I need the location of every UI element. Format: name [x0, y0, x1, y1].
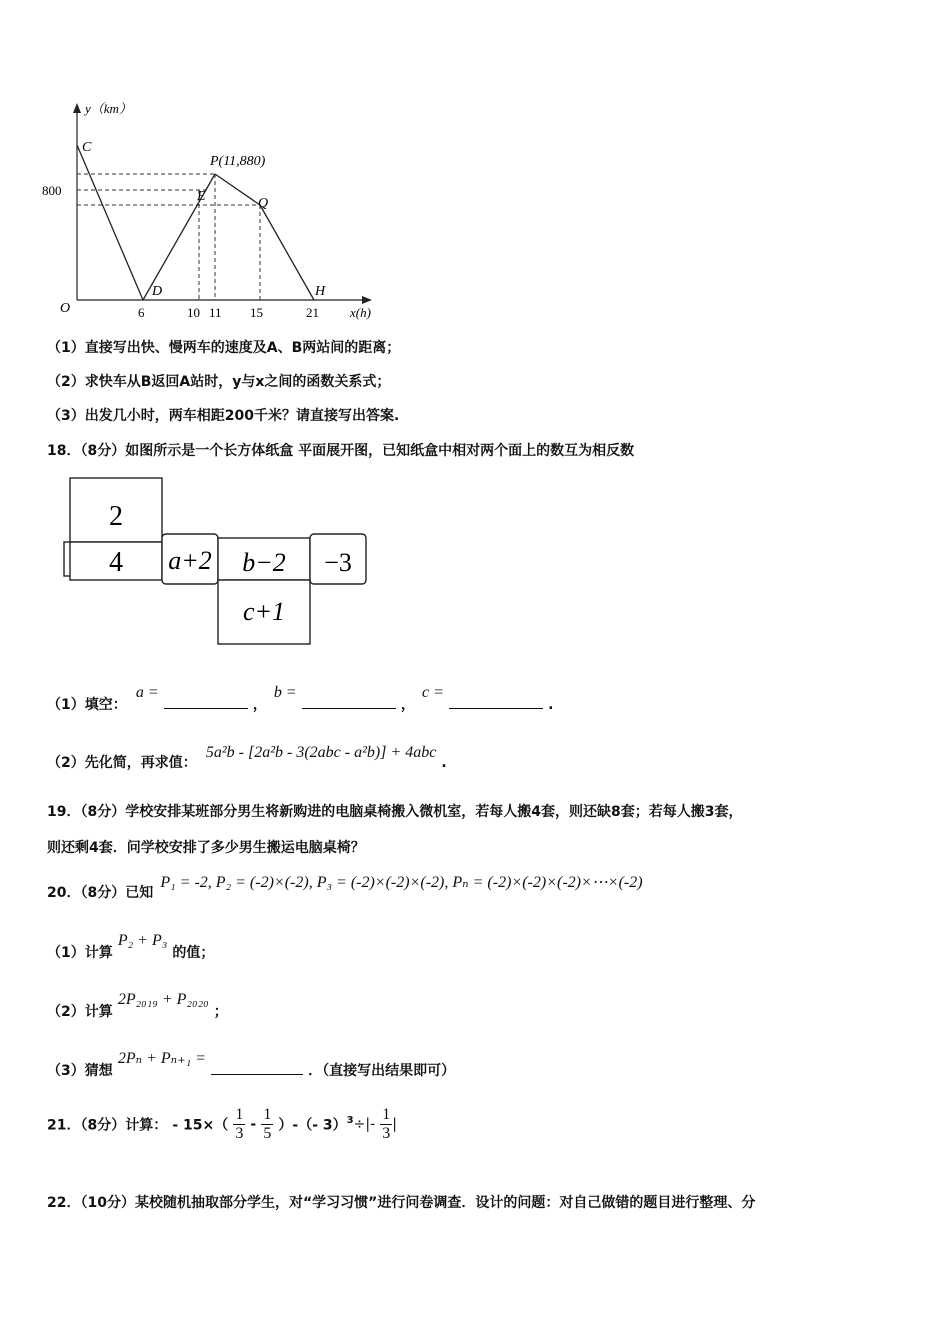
q17-sub1: （1）直接写出快、慢两车的速度及A、B两站间的距离；	[47, 340, 401, 356]
q20-sub1-label: （1）计算	[47, 945, 113, 961]
q21-part4: |	[392, 1116, 397, 1133]
net-label-bottom: c+1	[242, 597, 286, 626]
q20-sub2-expr: 2P₂₀₁₉ + P₂₀₂₀	[117, 991, 209, 1008]
x-tick-11: 11	[209, 305, 222, 320]
q18-expression: 5a²b - [2a²b - 3(2abc - a²b)] + 4abc	[205, 744, 437, 761]
frac2-numerator: 1	[263, 1106, 272, 1123]
q20-sub3-row	[47, 1048, 456, 1079]
y-axis-arrow	[73, 103, 81, 113]
point-d-label: D	[152, 284, 163, 299]
q20-sub3-expr: 2Pₙ + Pₙ₊₁ =	[117, 1050, 206, 1067]
segment-pq	[215, 174, 260, 205]
frac1-denominator: 3	[235, 1125, 244, 1142]
point-c-label: C	[82, 140, 92, 155]
segment-qh	[260, 205, 314, 300]
q20-sub2-tail: ；	[213, 1004, 228, 1020]
q20-sub1-tail: 的值；	[172, 945, 215, 961]
c-answer-blank[interactable]	[449, 694, 543, 709]
origin-label: O	[60, 301, 71, 316]
fraction-1-3-a	[233, 1106, 245, 1143]
q17-sub2: （2）求快车从B返回A站时，y与x之间的函数关系式；	[47, 374, 391, 390]
net-label-left: 4	[109, 547, 123, 578]
comma-2: ，	[400, 697, 415, 713]
y-axis-label: y（km）	[85, 101, 132, 116]
q21-stem: 21．（8分）计算：	[47, 1117, 168, 1134]
q20-sub1-expr: P₂ + P₃	[117, 932, 168, 949]
q20-sub3-label: （3）猜想	[47, 1063, 113, 1079]
net-label-mid1: a+2	[168, 546, 212, 575]
box-net-figure	[58, 470, 378, 650]
q20-sub2-row	[47, 989, 228, 1020]
q20-sub1-row	[47, 930, 215, 961]
comma-1: ，	[252, 697, 267, 713]
a-answer-blank[interactable]	[164, 694, 248, 709]
q21-part3: ÷|-	[353, 1116, 376, 1133]
q20-stem: 20．（8分）已知	[47, 885, 154, 901]
distance-time-graph	[30, 95, 390, 330]
point-h-label: H	[315, 284, 326, 299]
net-label-mid2: b−2	[242, 548, 286, 577]
q21-exponent: 3	[346, 1115, 354, 1126]
frac1-numerator: 1	[235, 1106, 244, 1123]
x-tick-15: 15	[250, 305, 263, 320]
q20-stem-row	[47, 872, 643, 901]
q18-sub1-label: （1）填空：	[47, 697, 127, 713]
q21-part2: ）-（- 3）	[278, 1117, 347, 1134]
q21-minus: -	[250, 1116, 257, 1133]
fraction-1-5	[261, 1106, 273, 1143]
x-axis-arrow	[362, 296, 372, 304]
net-label-top: 2	[109, 501, 123, 532]
fraction-1-3-b	[380, 1106, 392, 1143]
q20-sub2-label: （2）计算	[47, 1004, 113, 1020]
x-axis-label: x(h)	[350, 305, 371, 320]
q20-sub3-blank[interactable]	[211, 1060, 303, 1075]
q18-sub2-row	[47, 742, 447, 771]
x-tick-10: 10	[187, 305, 200, 320]
x-tick-21: 21	[306, 305, 319, 320]
a-label: a =	[135, 684, 159, 701]
x-tick-6: 6	[138, 305, 145, 320]
period-2: .	[441, 755, 447, 771]
period-1: .	[548, 697, 554, 713]
q17-sub3: （3）出发几小时，两车相距200千米？请直接写出答案.	[47, 408, 400, 424]
q19-line1: 19．（8分）学校安排某班部分男生将新购进的电脑桌椅搬入微机室，若每人搬4套，则还缺8套；若每人搬3套，	[47, 804, 743, 820]
q18-sub1-row	[47, 682, 554, 713]
point-e-label: E	[197, 189, 206, 204]
net-label-right: −3	[324, 548, 352, 577]
frac3-numerator: 1	[382, 1106, 391, 1123]
q21-row	[47, 1106, 397, 1152]
frac2-denominator: 5	[263, 1125, 272, 1142]
c-label: c =	[422, 684, 444, 701]
q20-sub3-tail: ．（直接写出结果即可）	[308, 1063, 456, 1079]
q18-sub2-label: （2）先化简，再求值：	[47, 755, 197, 771]
b-label: b =	[273, 684, 297, 701]
q20-expression: P₁ = -2, P₂ = (-2)×(-2), P₃ = (-2)×(-2)×(-2), Pₙ = (-2)×(-2)×(-2)×⋯×(-2)	[160, 874, 643, 891]
segment-cd	[77, 145, 143, 300]
q18-stem: 18．（8分）如图所示是一个长方体纸盒 平面展开图，已知纸盒中相对两个面上的数互为相反数	[47, 443, 635, 459]
frac3-denominator: 3	[382, 1125, 391, 1142]
q21-part1: - 15×（	[172, 1117, 229, 1134]
b-answer-blank[interactable]	[302, 694, 396, 709]
y-tick-800: 800	[42, 183, 62, 198]
q22-line1: 22．（10分）某校随机抽取部分学生，对“学习习惯”进行问卷调查．设计的问题：对自己做错的题目进行整理、分	[47, 1195, 756, 1211]
point-q-label: Q	[258, 196, 269, 211]
q19-line2: 则还剩4套．问学校安排了多少男生搬运电脑桌椅？	[47, 840, 365, 856]
point-p-label: P(11,880)	[210, 154, 266, 169]
